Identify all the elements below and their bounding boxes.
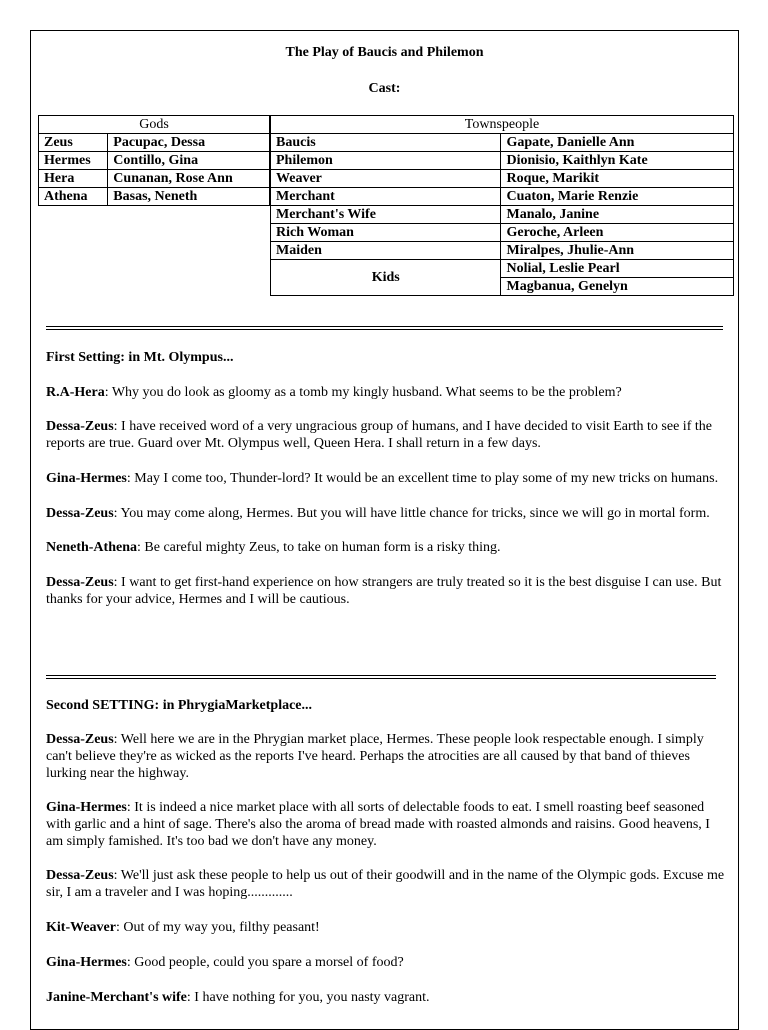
- setting-heading: Second SETTING: in PhrygiaMarketplace...: [46, 698, 313, 713]
- actor-cell: Cunanan, Rose Ann: [108, 170, 270, 188]
- actor-cell: Gapate, Danielle Ann: [501, 134, 734, 152]
- dialogue-text: : May I come too, Thunder-lord? It would be an excellent time to play some of my new tricks on humans.: [126, 471, 719, 486]
- dialogue-text: : Good people, could you spare a morsel of food?: [126, 955, 404, 970]
- role-cell: Philemon: [271, 152, 501, 170]
- townspeople-cast-table: [270, 115, 734, 296]
- actor-cell: Miralpes, Jhulie-Ann: [501, 242, 734, 260]
- role-cell: Athena: [39, 188, 108, 206]
- dialogue-text: : It is indeed a nice market place with all sorts of delectable foods to eat. I smell roasting beef seasoned with garlic and a hint of sage. There's also the aroma of bread made with roasted almonds and raisins. Good heavens, I am simply famished. It's too bad we don't have any money.: [46, 800, 710, 849]
- dialogue-line: [46, 919, 726, 936]
- role-cell: Zeus: [39, 134, 108, 152]
- dialogue-line: [46, 470, 726, 487]
- role-cell: Merchant: [271, 188, 501, 206]
- dialogue-text: : I have nothing for you, you nasty vagrant.: [186, 990, 430, 1005]
- table-row: [271, 224, 734, 242]
- table-row: [39, 170, 270, 188]
- dialogue-line: [46, 384, 726, 401]
- table-row: [271, 134, 734, 152]
- dialogue-line: [46, 539, 726, 556]
- actor-cell: Magbanua, Genelyn: [501, 278, 734, 296]
- table-row: [271, 242, 734, 260]
- speaker-name: Gina-Hermes: [46, 800, 127, 815]
- speaker-name: Neneth-Athena: [46, 540, 137, 555]
- table-row: [39, 152, 270, 170]
- speaker-name: Dessa-Zeus: [46, 732, 114, 747]
- speaker-name: Dessa-Zeus: [46, 868, 114, 883]
- actor-cell: Pacupac, Dessa: [108, 134, 270, 152]
- table-row: [271, 170, 734, 188]
- kids-label-cell: Kids: [271, 260, 501, 296]
- speaker-name: Gina-Hermes: [46, 471, 127, 486]
- table-row: [271, 206, 734, 224]
- role-cell: Maiden: [271, 242, 501, 260]
- actor-cell: Manalo, Janine: [501, 206, 734, 224]
- gods-cast-table: [38, 115, 270, 206]
- actor-cell: Geroche, Arleen: [501, 224, 734, 242]
- actor-cell: Roque, Marikit: [501, 170, 734, 188]
- speaker-name: Dessa-Zeus: [46, 419, 114, 434]
- table-row: [271, 260, 734, 278]
- dialogue-line: [46, 418, 726, 452]
- dialogue-line: [46, 505, 726, 522]
- first-setting-section: [46, 349, 726, 608]
- dialogue-text: : Be careful mighty Zeus, to take on human form is a risky thing.: [137, 540, 501, 555]
- dialogue-line: [46, 574, 726, 608]
- gods-header: Gods: [39, 116, 270, 134]
- role-cell: Merchant's Wife: [271, 206, 501, 224]
- dialogue-line: [46, 954, 726, 971]
- actor-cell: Basas, Neneth: [108, 188, 270, 206]
- role-cell: Weaver: [271, 170, 501, 188]
- role-cell: Hera: [39, 170, 108, 188]
- dialogue-text: : Why you do look as gloomy as a tomb my kingly husband. What seems to be the problem?: [104, 385, 622, 400]
- section-divider: [46, 675, 716, 679]
- dialogue-text: : You may come along, Hermes. But you will have little chance for tricks, since we will go in mortal form.: [113, 506, 710, 521]
- setting-heading: First Setting: in Mt. Olympus...: [46, 350, 234, 365]
- dialogue-line: [46, 799, 726, 850]
- second-setting-section: [46, 697, 726, 1006]
- speaker-name: Janine-Merchant's wife: [46, 990, 187, 1005]
- speaker-name: Kit-Weaver: [46, 920, 116, 935]
- dialogue-text: : I have received word of a very ungracious group of humans, and I have decided to visit Earth to see if the reports are true. Guard over Mt. Olympus well, Queen Hera. I shall return in a few days.: [46, 419, 712, 451]
- cast-label: Cast:: [368, 81, 401, 96]
- role-cell: Rich Woman: [271, 224, 501, 242]
- dialogue-text: : Out of my way you, filthy peasant!: [115, 920, 320, 935]
- dialogue-text: : I want to get first-hand experience on how strangers are truly treated so it is the best disguise I can use. But thanks for your advice, Hermes and I will be cautious.: [46, 575, 722, 607]
- speaker-name: R.A-Hera: [46, 385, 105, 400]
- table-row: [271, 152, 734, 170]
- speaker-name: Dessa-Zeus: [46, 575, 114, 590]
- section-divider: [46, 326, 723, 330]
- table-row: [39, 188, 270, 206]
- role-cell: Baucis: [271, 134, 501, 152]
- table-row: [271, 188, 734, 206]
- speaker-name: Gina-Hermes: [46, 955, 127, 970]
- actor-cell: Contillo, Gina: [108, 152, 270, 170]
- townspeople-header: Townspeople: [271, 116, 734, 134]
- document-title: The Play of Baucis and Philemon: [285, 45, 484, 60]
- dialogue-text: : We'll just ask these people to help us out of their goodwill and in the name of the Olympic gods. Excuse me sir, I am a traveler and I was hoping.............: [46, 868, 725, 900]
- role-cell: Hermes: [39, 152, 108, 170]
- table-row: [39, 134, 270, 152]
- dialogue-text: : Well here we are in the Phrygian market place, Hermes. These people look respectable enough. I simply can't believe they're as wicked as the reports I've heard. Perhaps the atrocities are all caused by that band of thieves lurking near the highway.: [46, 732, 704, 781]
- dialogue-line: [46, 989, 726, 1006]
- actor-cell: Cuaton, Marie Renzie: [501, 188, 734, 206]
- dialogue-line: [46, 731, 726, 782]
- actor-cell: Dionisio, Kaithlyn Kate: [501, 152, 734, 170]
- speaker-name: Dessa-Zeus: [46, 506, 114, 521]
- dialogue-line: [46, 867, 726, 901]
- document-page: [30, 30, 739, 1030]
- actor-cell: Nolial, Leslie Pearl: [501, 260, 734, 278]
